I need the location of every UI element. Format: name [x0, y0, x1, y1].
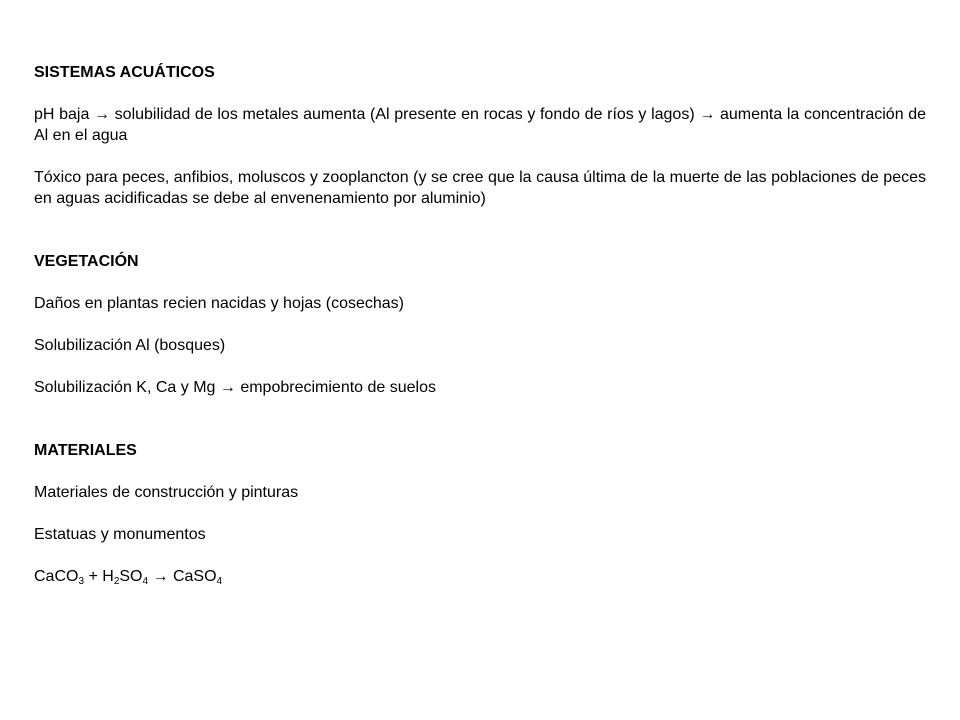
- spacer: [34, 314, 926, 335]
- spacer: [34, 503, 926, 524]
- chemical-equation: [34, 566, 926, 587]
- section-title-vegetation: VEGETACIÓN: [34, 253, 139, 270]
- formula-caso: CaSO: [172, 568, 217, 585]
- spacer: [34, 83, 926, 104]
- spacer: [34, 356, 926, 377]
- section-title-materials: MATERIALES: [34, 442, 137, 459]
- spacer: [34, 209, 926, 251]
- arrow-symbol: →: [699, 106, 716, 123]
- slide-content: [34, 62, 926, 587]
- vegetation-item-3-text-b: empobrecimiento de suelos: [240, 379, 436, 396]
- aquatic-paragraph-2: Tóxico para peces, anfibios, moluscos y zooplancton (y se cree que la causa última de la muerte de las poblaciones de peces en aguas acidificadas se debe al envenenamiento por aluminio): [34, 169, 926, 207]
- aquatic-p1-text-b: solubilidad de los metales aumenta (Al presente en rocas y fondo de ríos y lagos): [114, 106, 695, 123]
- vegetation-item-3: [34, 377, 926, 398]
- materials-item-2: Estatuas y monumentos: [34, 526, 206, 543]
- spacer: [34, 545, 926, 566]
- vegetation-item-2: Solubilización Al (bosques): [34, 337, 226, 354]
- formula-so: SO: [119, 568, 143, 585]
- subscript: 2: [113, 576, 120, 587]
- aquatic-p1-text-a: pH baja: [34, 106, 90, 123]
- spacer: [34, 272, 926, 293]
- spacer: [34, 146, 926, 167]
- formula-plus-h: + H: [88, 568, 114, 585]
- materials-item-1: Materiales de construcción y pinturas: [34, 484, 299, 501]
- subscript: 4: [142, 576, 149, 587]
- spacer: [34, 398, 926, 440]
- section-title-aquatic: SISTEMAS ACUÁTICOS: [34, 64, 215, 81]
- formula-caco: CaCO: [34, 568, 79, 585]
- spacer: [34, 461, 926, 482]
- arrow-symbol: →: [152, 568, 169, 585]
- aquatic-p1-text-c: aumenta la concentración de Al en el agua: [34, 106, 927, 144]
- subscript: 3: [78, 576, 85, 587]
- subscript: 4: [216, 576, 223, 587]
- arrow-symbol: →: [219, 379, 236, 396]
- vegetation-item-3-text-a: Solubilización K, Ca y Mg: [34, 379, 216, 396]
- aquatic-paragraph-1: [34, 104, 926, 146]
- arrow-symbol: →: [94, 106, 111, 123]
- vegetation-item-1: Daños en plantas recien nacidas y hojas (cosechas): [34, 295, 404, 312]
